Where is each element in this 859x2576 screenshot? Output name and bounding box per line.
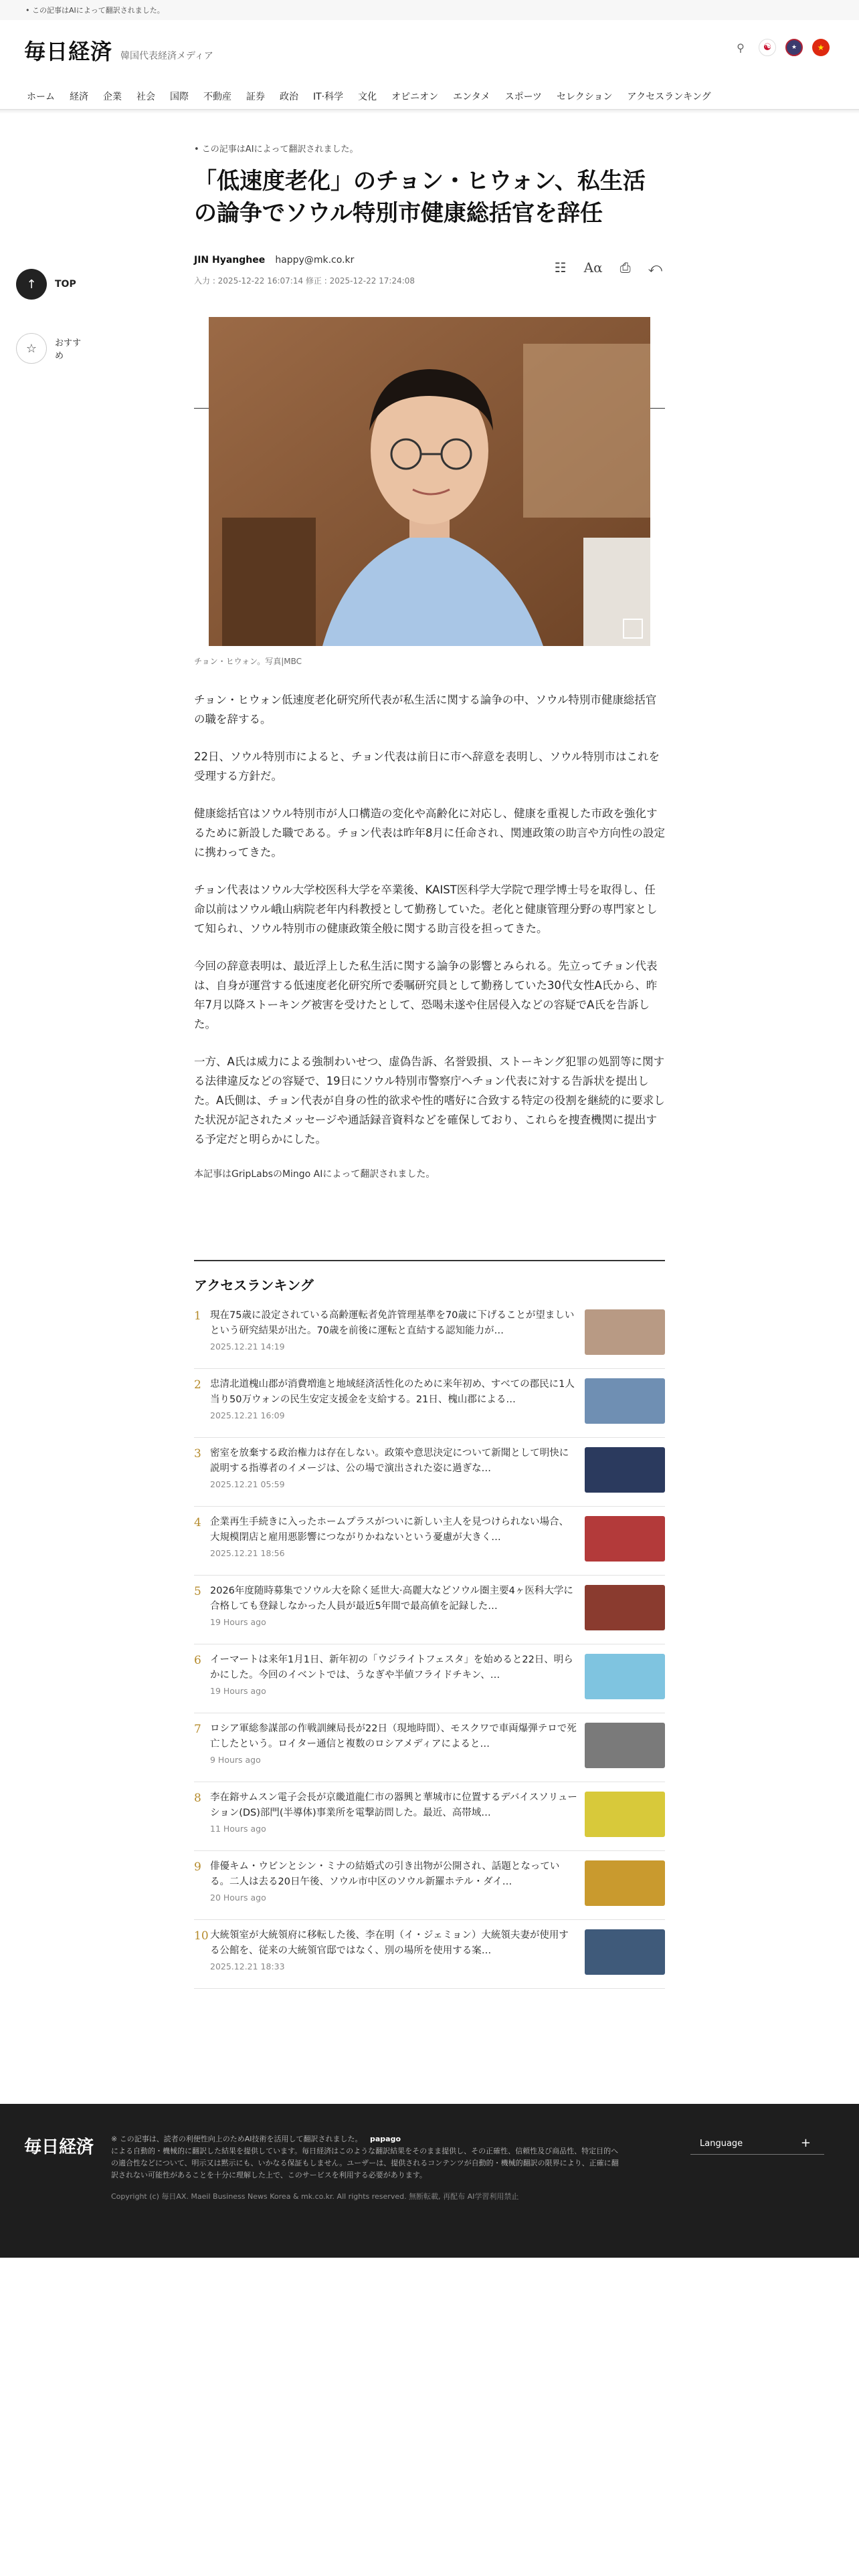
nav-item[interactable]: 政治 <box>280 92 298 102</box>
ranking-headline[interactable]: 俳優キム・ウビンとシン・ミナの結婚式の引き出物が公開され、話題となっている。二人は去る20日午後、ソウル市中区のソウル新羅ホテル・ダイ… <box>210 1861 560 1887</box>
ranking-time: 2025.12.21 18:33 <box>210 1961 285 1971</box>
flag-kr-icon[interactable]: ☯ <box>759 39 776 56</box>
author-email[interactable]: happy@mk.co.kr <box>275 255 355 265</box>
ranking-number: 7 <box>194 1723 201 1736</box>
nav-item[interactable]: アクセスランキング <box>627 92 711 102</box>
ranking-headline[interactable]: 企業再生手続きに入ったホームプラスがついに新しい主人を見つけられない場合、大規模閉店と雇用悪影響につながりかねないという憂慮が大きく… <box>210 1517 569 1543</box>
article-paragraph: 一方、A氏は威力による強制わいせつ、虚偽告訴、名誉毀損、ストーキング犯罪の処罰等に関する法律違反などの容疑で、19日にソウル特別市警察庁へチョン代表に対する告訴状を提出した。A氏側は、チョン代表が自身の性的欲求や性的嗜好に合致する特定の役割を継続的に要求した状況が記されたメッセージや通話録音資料などを確保しており、これらを捜査機関に提出する予定だと明らかにした。 <box>194 1055 665 1146</box>
translation-notice-bar <box>0 0 859 20</box>
flag-cn-icon[interactable]: ★ <box>812 39 830 56</box>
language-label: Language <box>700 2139 743 2149</box>
footer-disclaimer <box>111 2133 619 2181</box>
ranking-item[interactable] <box>194 1851 665 1920</box>
ranking-thumbnail[interactable] <box>585 1860 665 1906</box>
ranking-headline[interactable]: 大統領室が大統領府に移転した後、李在明（イ・ジェミョン）大統領夫妻が使用する公館を、従来の大統領官邸ではなく、別の場所を使用する案… <box>210 1930 569 1956</box>
search-icon[interactable]: ⚲ <box>737 41 745 54</box>
recommend-label: おすすめ <box>54 338 82 361</box>
nav-item[interactable]: 経済 <box>70 92 88 102</box>
translate-icon[interactable]: ☷ <box>554 259 567 276</box>
article-headline: 「低速度老化」のチョン・ヒウォン、私生活の論争でソウル特別市健康総括官を辞任 <box>194 168 646 227</box>
ranking-item[interactable] <box>194 1300 665 1369</box>
ranking-time: 19 Hours ago <box>210 1686 266 1696</box>
nav-shadow <box>0 110 859 114</box>
ranking-number: 2 <box>194 1378 201 1392</box>
ranking-thumbnail[interactable] <box>585 1516 665 1562</box>
print-icon[interactable]: ⎙ <box>619 259 631 276</box>
nav-item[interactable]: エンタメ <box>453 92 490 102</box>
papago-logo: papago <box>369 2135 401 2143</box>
nav-item[interactable]: オピニオン <box>391 92 439 102</box>
article-photo <box>209 317 650 646</box>
ranking-time: 20 Hours ago <box>210 1893 266 1903</box>
nav-item[interactable]: 証券 <box>246 92 265 102</box>
footer <box>0 2104 859 2258</box>
site-tagline: 韓国代表経済メディア <box>120 51 213 62</box>
ranking-number: 6 <box>194 1654 201 1667</box>
article <box>194 142 665 1180</box>
recommend-button[interactable] <box>16 333 90 364</box>
language-selector[interactable] <box>690 2135 824 2155</box>
footer-copyright: Copyright (c) 毎日AX. Maeil Business News Korea & mk.co.kr. All rights reserved. 無断転載, 再配布 AI学習利用禁止 <box>111 2192 519 2201</box>
author-name[interactable]: JIN Hyanghee <box>194 255 266 265</box>
site-logo[interactable]: 毎日経済 <box>24 39 113 64</box>
ranking-item[interactable] <box>194 1507 665 1576</box>
share-icon[interactable]: ⤺ <box>648 259 662 276</box>
article-paragraph: 今回の辞意表明は、最近浮上した私生活に関する論争の影響とみられる。先立ってチョン代表は、自身が運営する低速度老化研究所で委嘱研究員として勤務していた30代女性A氏から、昨年7月以降ストーキング被害を受けたとして、恐喝未遂や住居侵入などの容疑でA氏を告訴した。 <box>194 960 658 1031</box>
main-nav <box>0 83 859 110</box>
ranking-list <box>194 1300 665 1989</box>
article-paragraph: 22日、ソウル特別市によると、チョン代表は前日に市へ辞意を表明し、ソウル特別市はこれを受理する方針だ。 <box>194 750 660 782</box>
scroll-top-label: TOP <box>55 279 76 290</box>
nav-item[interactable]: 国際 <box>170 92 189 102</box>
ranking-item[interactable] <box>194 1576 665 1644</box>
footer-disclaimer-line1: ※ この記事は、読者の利便性向上のためAI技術を活用して翻訳されました。 <box>111 2135 363 2143</box>
plus-icon[interactable]: + <box>800 2136 811 2150</box>
translation-notice-text: • この記事はAIによって翻訳されました。 <box>25 6 165 15</box>
portrait-illustration <box>209 317 650 646</box>
nav-item[interactable]: 社会 <box>136 92 155 102</box>
ranking-number: 4 <box>194 1516 201 1529</box>
ranking-headline[interactable]: 李在鎔サムスン電子会長が京畿道龍仁市の器興と華城市に位置するデバイスソリューション(DS)部門(半導体)事業所を電撃訪問した。最近、高帯域… <box>210 1792 577 1818</box>
byline <box>194 253 665 300</box>
ai-translation-note: • この記事はAIによって翻訳されました。 <box>194 144 359 154</box>
ranking-thumbnail[interactable] <box>585 1378 665 1424</box>
ranking-item[interactable] <box>194 1713 665 1782</box>
photo-caption: チョン・ヒウォン。写真|MBC <box>194 657 302 666</box>
article-paragraph: チョン・ヒウォン低速度老化研究所代表が私生活に関する論争の中、ソウル特別市健康総括官の職を辞する。 <box>194 693 657 726</box>
ranking-time: 9 Hours ago <box>210 1755 261 1765</box>
ranking-time: 2025.12.21 18:56 <box>210 1548 285 1558</box>
ranking-item[interactable] <box>194 1920 665 1989</box>
ranking-item[interactable] <box>194 1644 665 1713</box>
nav-item[interactable]: スポーツ <box>504 92 543 102</box>
nav-item[interactable]: 不動産 <box>203 92 231 102</box>
ranking-headline[interactable]: 2026年度随時募集でソウル大を除く延世大·高麗大などソウル圏主要4ヶ医科大学に合格しても登録しなかった人員が最近5年間で最高値を記録した… <box>210 1586 573 1612</box>
header-icons <box>732 39 830 56</box>
ranking-number: 3 <box>194 1447 201 1461</box>
footer-disclaimer-body: による自動的・機械的に翻訳した結果を提供しています。毎日経済はこのような翻訳結果をそのまま提供し、その正確性、信頼性及び商品性、特定目的への適合性などについて、明示又は黙示にも、いかなる保証もしません。ユーザーは、提供されるコンテンツが自動的・機械的翻訳の限界により、正確に翻訳されない可能性があることを十分に理解した上で、このサービスを利用する必要があります。 <box>111 2147 619 2179</box>
ranking-item[interactable] <box>194 1782 665 1851</box>
scroll-top-button[interactable] <box>16 269 90 300</box>
ranking-number: 8 <box>194 1792 201 1805</box>
ranking-time: 2025.12.21 05:59 <box>210 1479 285 1489</box>
article-dates: 入力 : 2025-12-22 16:07:14 修正 : 2025-12-22 17:24:08 <box>194 276 415 286</box>
article-paragraph: 健康総括官はソウル特別市が人口構造の変化や高齢化に対応し、健康を重視した市政を強化するために新設した職である。チョン代表は昨年8月に任命され、関連政策の助言や方向性の設定に携わってきた。 <box>194 807 665 859</box>
translation-credit: 本記事はGripLabsのMingo AIによって翻訳されました。 <box>194 1169 436 1180</box>
ranking-divider <box>194 1260 665 1261</box>
ranking-thumbnail[interactable] <box>585 1792 665 1837</box>
ranking-headline[interactable]: ロシア軍総参謀部の作戦訓練局長が22日（現地時間）、モスクワで車両爆弾テロで死亡したという。ロイター通信と複数のロシアメディアによると… <box>210 1723 577 1749</box>
nav-item[interactable]: 文化 <box>358 92 377 102</box>
ranking-headline[interactable]: 現在75歳に設定されている高齢運転者免許管理基準を70歳に下げることが望ましいという研究結果が出た。70歳を前後に運転と直結する認知能力が… <box>210 1310 575 1336</box>
ranking-thumbnail[interactable] <box>585 1929 665 1975</box>
article-tools <box>555 259 662 276</box>
ranking-thumbnail[interactable] <box>585 1654 665 1699</box>
ranking-number: 10 <box>194 1929 209 1943</box>
ranking-headline[interactable]: 忠清北道槐山郡が消費増進と地域経済活性化のために来年初め、すべての郡民に1人当り50万ウォンの民生安定支援金を支給する。21日、槐山郡による… <box>210 1379 575 1405</box>
ranking-time: 19 Hours ago <box>210 1617 266 1627</box>
ranking-item[interactable] <box>194 1438 665 1507</box>
ranking-time: 2025.12.21 14:19 <box>210 1341 285 1352</box>
ranking-thumbnail[interactable] <box>585 1723 665 1768</box>
nav-item[interactable]: セレクション <box>557 92 613 102</box>
ranking-headline[interactable]: イーマートは来年1月1日、新年初の「ウジライトフェスタ」を始めると22日、明らかにした。今回のイベントでは、うなぎや半値フライドチキン、… <box>210 1654 573 1681</box>
ranking-time: 2025.12.21 16:09 <box>210 1410 285 1420</box>
footer-logo[interactable]: 毎日経済 <box>24 2137 94 2157</box>
ranking-number: 1 <box>194 1309 201 1323</box>
ranking-item[interactable] <box>194 1369 665 1438</box>
arrow-up-icon[interactable]: ↑ <box>16 269 47 300</box>
nav-items <box>27 90 711 103</box>
ranking-thumbnail[interactable] <box>585 1447 665 1493</box>
ranking-title: アクセスランキング <box>194 1277 314 1293</box>
ranking-thumbnail[interactable] <box>585 1309 665 1355</box>
nav-item[interactable]: ホーム <box>27 92 55 102</box>
ranking-headline[interactable]: 密室を放棄する政治権力は存在しない。政策や意思決定について新聞として明快に説明する指導者のイメージは、公の場で演出された姿に過ぎな… <box>210 1448 569 1474</box>
nav-item[interactable]: IT·科学 <box>313 92 344 102</box>
article-paragraph: チョン代表はソウル大学校医科大学を卒業後、KAIST医科学大学院で理学博士号を取得し、任命以前はソウル峨山病院老年内科教授として勤務していた。老化と健康管理分野の専門家として知られ、ソウル特別市の健康政策全般に関する助言役を担ってきた。 <box>194 883 658 935</box>
ranking-number: 9 <box>194 1860 201 1874</box>
font-size-icon[interactable]: Aα <box>583 259 603 276</box>
nav-item[interactable]: 企業 <box>103 92 122 102</box>
flag-us-icon[interactable]: ★ <box>785 39 803 56</box>
ranking-thumbnail[interactable] <box>585 1585 665 1630</box>
star-icon[interactable]: ☆ <box>16 333 47 364</box>
ranking-number: 5 <box>194 1585 201 1598</box>
article-body <box>194 690 665 1180</box>
ranking-time: 11 Hours ago <box>210 1824 266 1834</box>
